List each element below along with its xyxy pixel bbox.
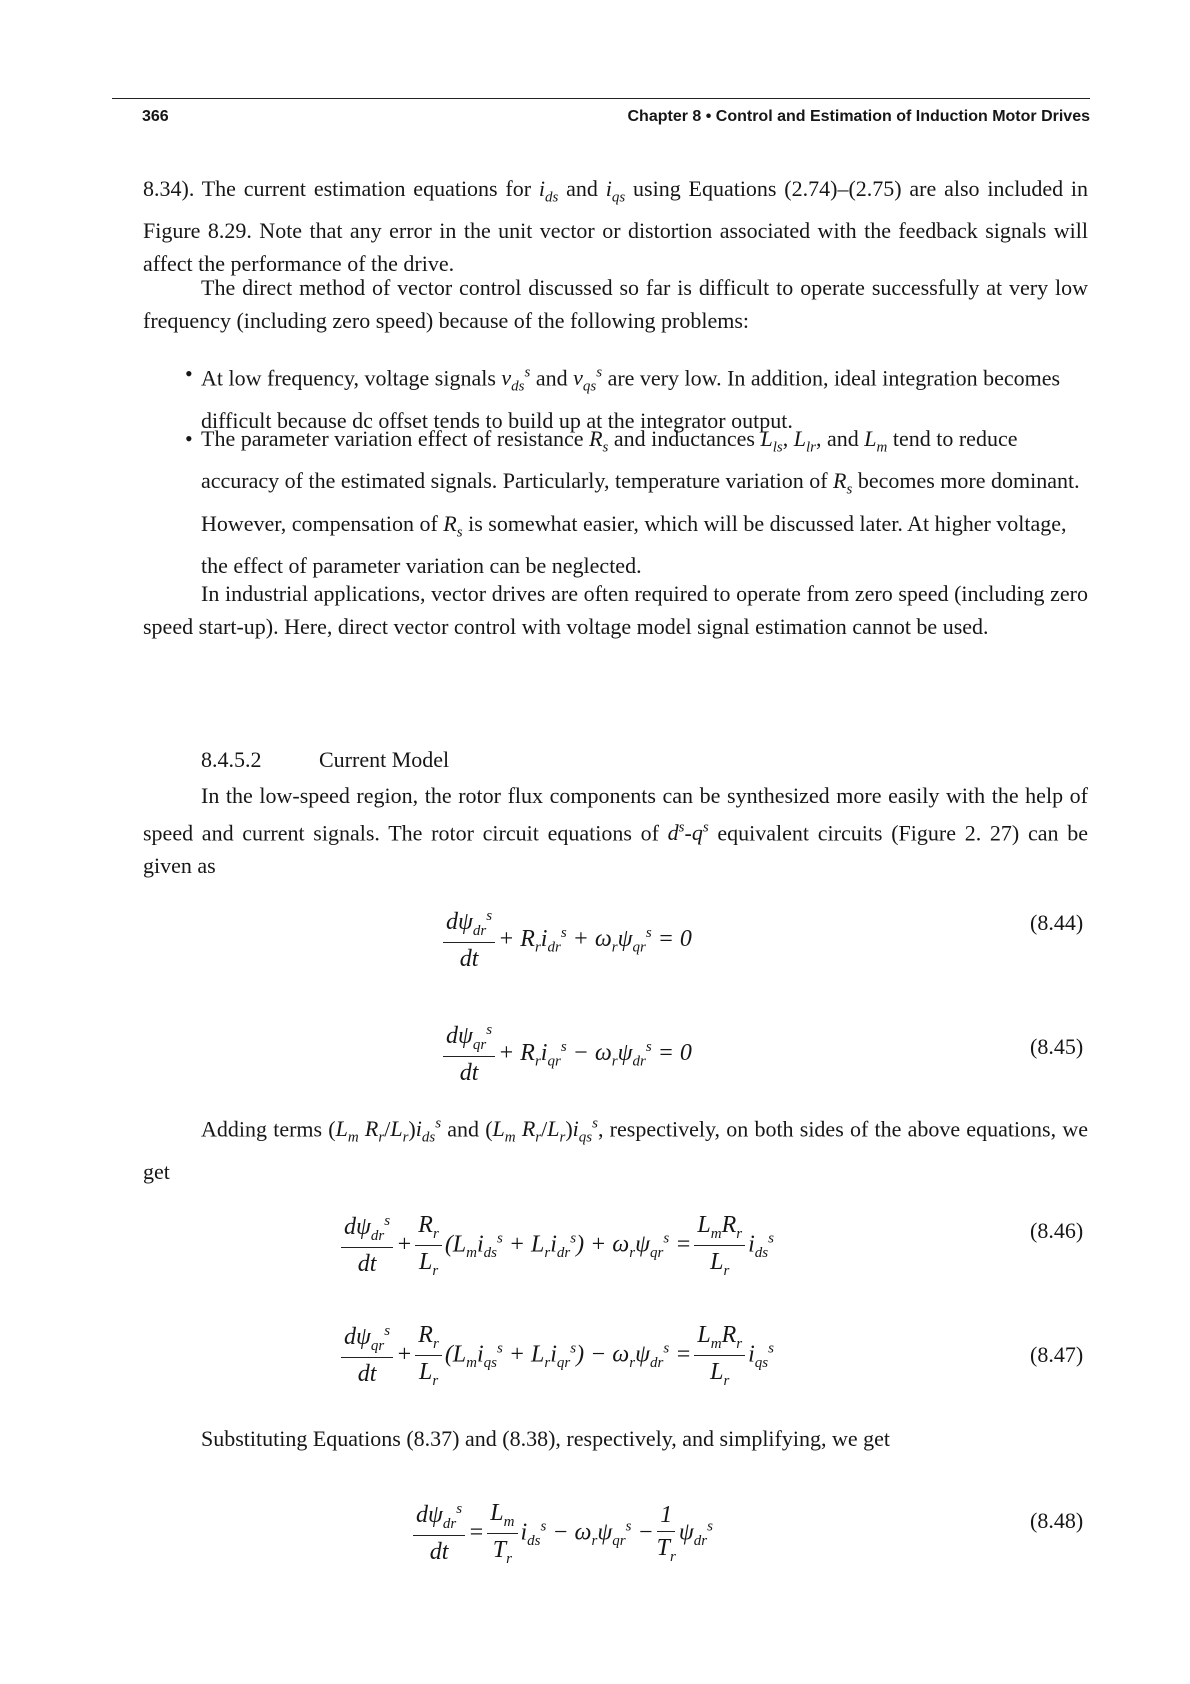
bullet-dot: • bbox=[185, 426, 193, 451]
equation-number: (8.45) bbox=[1030, 1034, 1084, 1059]
paragraph-6: Substituting Equations (8.37) and (8.38), respectively, and simplifying, we get bbox=[201, 1426, 891, 1451]
equation-number: (8.47) bbox=[1030, 1342, 1084, 1367]
equation-number: (8.48) bbox=[1030, 1508, 1084, 1533]
paragraph-4: In the low-speed region, the rotor flux components can be synthesized more easily with the help of speed and current signals. The rotor circuit equations of $d^s-q^s$ equivalent circuits (Figure 2. 27) can be given as bbox=[143, 783, 1088, 879]
header-rule bbox=[112, 98, 1090, 99]
section-heading bbox=[201, 747, 450, 773]
bullet-1: • At low frequency, voltage signals $v_{ds}^s$ and $v_{qs}^s$ are very low. In addition, ideal integration becomes difficult because dc offset tends to build up at the integrator output. bbox=[185, 357, 1085, 437]
equation-8-48: $\frac{d\psi_{dr}^s}{dt}$ = $\frac{L_m}{T_r}$ $i_{ds}^s - \omega_r\psi_{qr}^s$ − $\frac{1}{T_r}$ $\psi_{dr}^s$ bbox=[410, 1500, 713, 1568]
equation-8-44: $\frac{d\psi_{dr}^s}{dt}$ + $R_ri_{dr}^s + \omega_r\psi_{qr}^s = 0$ bbox=[440, 908, 692, 973]
bullet-2: • The parameter variation effect of resistance $R_s$ and inductances $L_{ls}$, $L_{lr}$, and $L_m$ tend to reduce accuracy of the estimated signals. Particularly, temperature variation of $R_s$ becomes more dominant. However, compensation of $R_s$ is somewhat easier, which will be discussed later. At higher voltage, the effect of parameter variation can be neglected. bbox=[185, 422, 1085, 582]
equation-8-46: $\frac{d\psi_{dr}^s}{dt}$ + $\frac{R_r}{L_r}$ $(L_mi_{ds}^s + L_ri_{dr}^s) + \omega_r\psi_{qr}^s$ = $\frac{L_mR_r}{L_r}$ $i_{ds}^s$ bbox=[338, 1212, 774, 1280]
bullet-dot: • bbox=[185, 361, 193, 386]
equation-number: (8.44) bbox=[1030, 910, 1084, 935]
section-number: 8.4.5.2 bbox=[201, 747, 262, 772]
equation-number: (8.46) bbox=[1030, 1218, 1084, 1243]
paragraph-3: In industrial applications, vector drives are often required to operate from zero speed (including zero speed start-up). Here, direct vector control with voltage model signal estimation cannot be used. bbox=[143, 581, 1088, 639]
chapter-title: Chapter 8 • Control and Estimation of Induction Motor Drives bbox=[627, 108, 1090, 125]
equation-8-47: $\frac{d\psi_{qr}^s}{dt}$ + $\frac{R_r}{L_r}$ $(L_mi_{qs}^s + L_ri_{qr}^s) - \omega_r\psi_{dr}^s$ = $\frac{L_mR_r}{L_r}$ $i_{qs}^s$ bbox=[338, 1322, 774, 1390]
paragraph-1: 8.34). The current estimation equations for $i_{ds}$ and $i_{qs}$ using Equations (2.74)–(2.75) are also included in Figure 8.29. Note that any error in the unit vector or distortion associated with the feedback signals will affect the performance of the drive. bbox=[143, 176, 1088, 277]
paragraph-2: The direct method of vector control discussed so far is difficult to operate successfully at very low frequency (including zero speed) because of the following problems: bbox=[143, 275, 1088, 333]
section-title: Current Model bbox=[319, 747, 450, 772]
page-number: 366 bbox=[142, 108, 169, 125]
paragraph-5: Adding terms ($L_m$ $R_r/L_r)i_{ds}^s$ and ($L_m$ $R_r/L_r)i_{qs}^s$, respectively, on both sides of the above equations, we get bbox=[143, 1116, 1088, 1184]
equation-8-45: $\frac{d\psi_{qr}^s}{dt}$ + $R_ri_{qr}^s - \omega_r\psi_{dr}^s = 0$ bbox=[440, 1022, 692, 1087]
